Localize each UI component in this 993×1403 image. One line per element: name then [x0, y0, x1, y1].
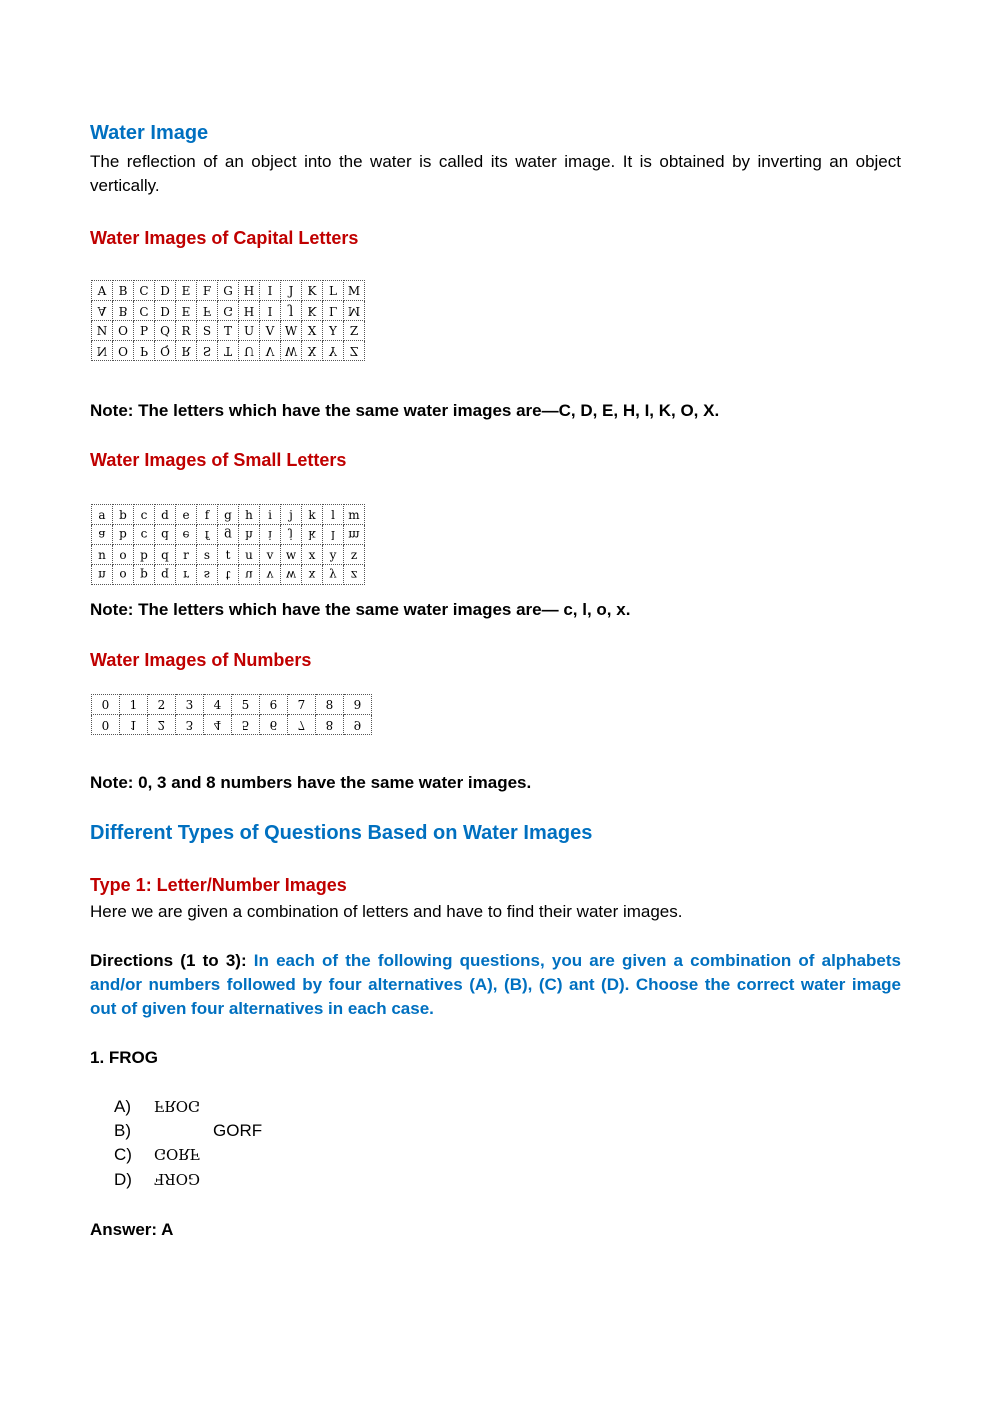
- option-text: FROG: [154, 1097, 200, 1115]
- glyph: D: [160, 283, 170, 298]
- water-image-cell: [197, 525, 218, 545]
- glyph: b: [119, 527, 127, 542]
- glyph: I: [267, 283, 273, 298]
- water-image-cell: [134, 525, 155, 545]
- character-cell: [323, 505, 344, 525]
- water-image-cell: [344, 565, 365, 585]
- character-cell: [148, 695, 176, 715]
- glyph: V: [265, 323, 275, 338]
- directions-label: Directions (1 to 3):: [90, 951, 247, 970]
- glyph: f: [204, 527, 210, 542]
- glyph: 9: [353, 717, 362, 732]
- glyph: b: [119, 507, 127, 522]
- glyph: K: [307, 283, 317, 298]
- character-cell: [218, 505, 239, 525]
- glyph: M: [347, 303, 361, 318]
- glyph: n: [98, 547, 106, 562]
- water-image-cell: [323, 301, 344, 321]
- glyph: P: [139, 343, 149, 358]
- option-label: C): [114, 1145, 132, 1164]
- glyph: Q: [160, 323, 170, 338]
- water-image-cell: [232, 715, 260, 735]
- original-row: [92, 321, 365, 341]
- water-image-cell: [239, 525, 260, 545]
- option-label: D): [114, 1170, 132, 1189]
- answer: Answer: A: [90, 1220, 174, 1239]
- glyph: f: [204, 507, 210, 522]
- character-cell: [176, 281, 197, 301]
- character-cell: [260, 545, 281, 565]
- water-image-cell: [260, 565, 281, 585]
- character-cell: [260, 505, 281, 525]
- glyph: K: [307, 303, 317, 318]
- glyph: R: [181, 343, 191, 358]
- glyph: x: [308, 547, 316, 562]
- glyph: 9: [353, 697, 362, 712]
- glyph: 4: [213, 717, 222, 732]
- water-image-cell: [218, 565, 239, 585]
- character-cell: [155, 505, 176, 525]
- water-image-cell: [113, 525, 134, 545]
- glyph: A: [97, 283, 107, 298]
- glyph: r: [183, 547, 189, 562]
- glyph: e: [182, 527, 190, 542]
- glyph: p: [140, 567, 148, 582]
- character-cell: [155, 321, 176, 341]
- glyph: 5: [241, 717, 250, 732]
- water-image-cell: [239, 341, 260, 361]
- question-title: 1. FROG: [90, 1048, 159, 1067]
- glyph: c: [140, 507, 148, 522]
- character-cell: [197, 321, 218, 341]
- glyph: 2: [157, 697, 166, 712]
- option-d[interactable]: [114, 1170, 200, 1190]
- water-image-cell: [155, 565, 176, 585]
- numbers-note: Note: 0, 3 and 8 numbers have the same water images.: [90, 773, 532, 792]
- glyph: Z: [349, 323, 359, 338]
- character-cell: [218, 545, 239, 565]
- glyph: v: [266, 547, 274, 562]
- water-image-cell: [176, 565, 197, 585]
- glyph: h: [245, 507, 253, 522]
- water-image-cell: [260, 525, 281, 545]
- water-image-cell: [281, 525, 302, 545]
- option-text: GORF: [154, 1145, 200, 1163]
- glyph: J: [288, 303, 294, 318]
- glyph: u: [245, 547, 253, 562]
- water-image-cell: [344, 525, 365, 545]
- water-image-cell: [302, 341, 323, 361]
- option-text: GORF: [213, 1121, 263, 1140]
- character-cell: [113, 321, 134, 341]
- glyph: S: [202, 323, 212, 338]
- glyph: g: [224, 507, 232, 522]
- glyph: 7: [297, 717, 306, 732]
- small-note: Note: The letters which have the same water images are— c, l, o, x.: [90, 600, 631, 619]
- character-cell: [302, 281, 323, 301]
- glyph: H: [243, 283, 255, 298]
- glyph: c: [140, 527, 148, 542]
- glyph: o: [119, 547, 127, 562]
- character-cell: [344, 545, 365, 565]
- character-cell: [92, 281, 113, 301]
- character-cell: [239, 505, 260, 525]
- water-image-cell: [344, 301, 365, 321]
- capital-letters-table: [91, 280, 365, 361]
- character-cell: [176, 545, 197, 565]
- glyph: G: [223, 283, 233, 298]
- character-cell: [134, 505, 155, 525]
- water-image-cell: [218, 341, 239, 361]
- character-cell: [323, 281, 344, 301]
- water-image-cell: [260, 301, 281, 321]
- glyph: j: [289, 527, 293, 542]
- character-cell: [239, 321, 260, 341]
- glyph: g: [224, 527, 232, 542]
- water-image-cell: [344, 715, 372, 735]
- water-image-cell: [155, 301, 176, 321]
- water-image-cell: [239, 565, 260, 585]
- water-image-cell: [281, 565, 302, 585]
- glyph: Q: [160, 343, 170, 358]
- glyph: 6: [269, 717, 278, 732]
- character-cell: [113, 505, 134, 525]
- glyph: d: [161, 507, 169, 522]
- character-cell: [92, 695, 120, 715]
- glyph: i: [268, 507, 272, 522]
- glyph: Z: [349, 343, 359, 358]
- water-image-cell: [134, 301, 155, 321]
- character-cell: [323, 321, 344, 341]
- glyph: 7: [297, 697, 306, 712]
- glyph: l: [331, 507, 335, 522]
- glyph: w: [285, 547, 297, 562]
- character-cell: [344, 695, 372, 715]
- glyph: X: [307, 323, 317, 338]
- water-image-cell: [204, 715, 232, 735]
- water-image-cell: [176, 525, 197, 545]
- glyph: P: [139, 323, 149, 338]
- glyph: 8: [325, 717, 334, 732]
- heading-capital-letters: Water Images of Capital Letters: [90, 228, 359, 248]
- water-image-cell: [176, 715, 204, 735]
- water-image-cell: [323, 525, 344, 545]
- water-image-cell: [92, 301, 113, 321]
- option-label: A): [114, 1097, 131, 1116]
- water-image-cell: [302, 301, 323, 321]
- water-image-row: [92, 301, 365, 321]
- glyph: E: [181, 283, 191, 298]
- glyph: k: [308, 507, 316, 522]
- water-image-row: [92, 715, 372, 735]
- water-image-cell: [113, 565, 134, 585]
- glyph: B: [118, 303, 128, 318]
- character-cell: [344, 505, 365, 525]
- water-image-cell: [113, 301, 134, 321]
- glyph: 2: [157, 717, 166, 732]
- character-cell: [92, 545, 113, 565]
- glyph: T: [223, 323, 232, 338]
- water-image-cell: [120, 715, 148, 735]
- character-cell: [113, 281, 134, 301]
- glyph: j: [289, 507, 293, 522]
- water-image-cell: [197, 301, 218, 321]
- water-image-cell: [148, 715, 176, 735]
- glyph: m: [348, 527, 360, 542]
- character-cell: [302, 505, 323, 525]
- character-cell: [316, 695, 344, 715]
- glyph: M: [347, 283, 361, 298]
- character-cell: [302, 321, 323, 341]
- character-cell: [281, 545, 302, 565]
- glyph: o: [119, 567, 127, 582]
- glyph: W: [284, 323, 298, 338]
- glyph: D: [160, 303, 170, 318]
- water-image-cell: [260, 715, 288, 735]
- numbers-table: [91, 694, 372, 735]
- water-image-definition: The reflection of an object into the water is called its water image. It is obtained by inverting an object vertically.: [90, 152, 901, 195]
- glyph: X: [307, 343, 317, 358]
- water-image-cell: [302, 565, 323, 585]
- glyph: t: [225, 547, 231, 562]
- glyph: q: [161, 547, 169, 562]
- capital-note: Note: The letters which have the same water images are—C, D, E, H, I, K, O, X.: [90, 401, 720, 420]
- option-a[interactable]: [114, 1097, 200, 1117]
- glyph: U: [243, 323, 255, 338]
- character-cell: [344, 281, 365, 301]
- character-cell: [120, 695, 148, 715]
- heading-water-image: Water Image: [90, 122, 209, 144]
- water-image-cell: [134, 565, 155, 585]
- glyph: 3: [185, 717, 194, 732]
- water-image-cell: [92, 715, 120, 735]
- water-image-cell: [281, 341, 302, 361]
- character-cell: [302, 545, 323, 565]
- glyph: a: [98, 507, 106, 522]
- water-image-cell: [323, 565, 344, 585]
- small-letters-table: [91, 504, 365, 585]
- glyph: n: [98, 567, 106, 582]
- glyph: y: [329, 567, 337, 582]
- character-cell: [92, 321, 113, 341]
- heading-small-letters: Water Images of Small Letters: [90, 450, 347, 470]
- water-image-cell: [239, 301, 260, 321]
- water-image-cell: [155, 525, 176, 545]
- water-image-row: [92, 341, 365, 361]
- water-image-cell: [197, 341, 218, 361]
- character-cell: [232, 695, 260, 715]
- character-cell: [134, 321, 155, 341]
- water-image-cell: [323, 341, 344, 361]
- glyph: z: [350, 567, 358, 582]
- glyph: h: [245, 527, 253, 542]
- character-cell: [204, 695, 232, 715]
- glyph: O: [118, 343, 128, 358]
- character-cell: [197, 505, 218, 525]
- glyph: L: [329, 283, 337, 298]
- glyph: Y: [329, 343, 337, 358]
- water-image-cell: [113, 341, 134, 361]
- glyph: z: [350, 547, 358, 562]
- water-image-cell: [134, 341, 155, 361]
- glyph: N: [96, 343, 108, 358]
- water-image-row: [92, 565, 365, 585]
- glyph: S: [202, 343, 212, 358]
- glyph: W: [284, 343, 298, 358]
- type1-description: Here we are given a combination of letters and have to find their water images.: [90, 902, 683, 921]
- glyph: A: [97, 303, 107, 318]
- water-image-cell: [92, 341, 113, 361]
- character-cell: [239, 281, 260, 301]
- character-cell: [260, 695, 288, 715]
- glyph: 1: [129, 697, 138, 712]
- glyph: V: [265, 343, 275, 358]
- heading-question-types: Different Types of Questions Based on Water Images: [90, 822, 593, 844]
- character-cell: [92, 505, 113, 525]
- option-label: B): [114, 1121, 131, 1140]
- character-cell: [239, 545, 260, 565]
- original-row: [92, 505, 365, 525]
- glyph: F: [202, 303, 212, 318]
- glyph: 1: [129, 717, 138, 732]
- character-cell: [197, 281, 218, 301]
- character-cell: [218, 321, 239, 341]
- character-cell: [155, 281, 176, 301]
- glyph: k: [308, 527, 316, 542]
- glyph: p: [140, 547, 148, 562]
- water-image-cell: [344, 341, 365, 361]
- water-image-cell: [281, 301, 302, 321]
- glyph: v: [266, 567, 274, 582]
- glyph: C: [139, 303, 149, 318]
- glyph: s: [203, 547, 211, 562]
- glyph: r: [183, 567, 189, 582]
- water-image-cell: [302, 525, 323, 545]
- original-row: [92, 695, 372, 715]
- glyph: w: [285, 567, 297, 582]
- glyph: J: [288, 283, 294, 298]
- water-image-cell: [218, 525, 239, 545]
- glyph: x: [308, 567, 316, 582]
- glyph: m: [348, 507, 360, 522]
- character-cell: [176, 321, 197, 341]
- water-image-cell: [197, 565, 218, 585]
- glyph: R: [181, 323, 191, 338]
- character-cell: [344, 321, 365, 341]
- glyph: 5: [241, 697, 250, 712]
- character-cell: [281, 505, 302, 525]
- character-cell: [176, 505, 197, 525]
- option-text: GORF: [154, 1170, 200, 1188]
- glyph: 0: [101, 697, 110, 712]
- character-cell: [260, 321, 281, 341]
- glyph: C: [139, 283, 149, 298]
- character-cell: [281, 321, 302, 341]
- water-image-cell: [176, 341, 197, 361]
- glyph: 8: [325, 697, 334, 712]
- heading-type1: Type 1: Letter/Number Images: [90, 875, 347, 895]
- option-b[interactable]: [114, 1121, 263, 1141]
- character-cell: [323, 545, 344, 565]
- water-image-cell: [316, 715, 344, 735]
- glyph: G: [223, 303, 233, 318]
- glyph: d: [161, 527, 169, 542]
- glyph: 4: [213, 697, 222, 712]
- glyph: q: [161, 567, 169, 582]
- original-row: [92, 545, 365, 565]
- water-image-cell: [260, 341, 281, 361]
- glyph: H: [243, 303, 255, 318]
- character-cell: [218, 281, 239, 301]
- glyph: 3: [185, 697, 194, 712]
- character-cell: [113, 545, 134, 565]
- glyph: L: [329, 303, 337, 318]
- directions-text: In each of the following questions, you are given a combination of alphabets and/or numbers followed by four alternatives (A), (B), (C) ant (D). Choose the correct water image out of given four alternatives in each case.: [90, 951, 901, 1018]
- glyph: s: [203, 567, 211, 582]
- water-image-cell: [155, 341, 176, 361]
- glyph: i: [268, 527, 272, 542]
- option-c[interactable]: [114, 1145, 200, 1165]
- glyph: Y: [329, 323, 337, 338]
- water-image-cell: [92, 565, 113, 585]
- water-image-cell: [92, 525, 113, 545]
- glyph: y: [329, 547, 337, 562]
- directions: [90, 949, 901, 1021]
- glyph: U: [243, 343, 255, 358]
- glyph: e: [182, 507, 190, 522]
- character-cell: [260, 281, 281, 301]
- water-image-row: [92, 525, 365, 545]
- water-image-cell: [176, 301, 197, 321]
- glyph: B: [118, 283, 128, 298]
- glyph: N: [96, 323, 108, 338]
- glyph: u: [245, 567, 253, 582]
- original-row: [92, 281, 365, 301]
- glyph: E: [181, 303, 191, 318]
- glyph: l: [331, 527, 335, 542]
- glyph: I: [267, 303, 273, 318]
- character-cell: [281, 281, 302, 301]
- heading-numbers: Water Images of Numbers: [90, 650, 312, 670]
- glyph: t: [225, 567, 231, 582]
- glyph: O: [118, 323, 128, 338]
- character-cell: [197, 545, 218, 565]
- water-image-cell: [288, 715, 316, 735]
- glyph: 6: [269, 697, 278, 712]
- character-cell: [134, 545, 155, 565]
- glyph: 0: [101, 717, 110, 732]
- character-cell: [176, 695, 204, 715]
- glyph: a: [98, 527, 106, 542]
- glyph: T: [223, 343, 232, 358]
- glyph: F: [202, 283, 212, 298]
- character-cell: [288, 695, 316, 715]
- water-image-cell: [218, 301, 239, 321]
- character-cell: [155, 545, 176, 565]
- character-cell: [134, 281, 155, 301]
